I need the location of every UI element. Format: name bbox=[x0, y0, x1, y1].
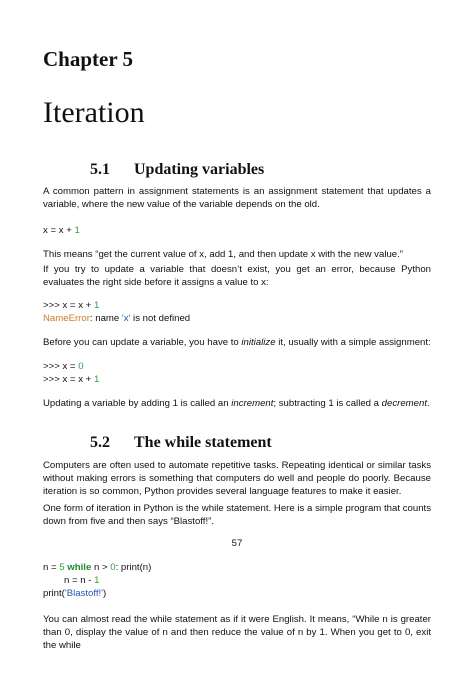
code-number: 1 bbox=[74, 225, 80, 236]
paragraph: If you try to update a variable that doesn’t exist, you get an error, because Python evaluates the right side before it assigns a value to x: bbox=[43, 264, 431, 288]
text: . bbox=[427, 398, 430, 409]
code-line bbox=[64, 574, 99, 587]
code-line bbox=[43, 561, 151, 574]
code-number: 0 bbox=[110, 562, 116, 573]
text: Updating a variable by adding 1 is called an bbox=[43, 398, 232, 409]
section-title: The while statement bbox=[134, 434, 272, 451]
section-number: 5.2 bbox=[90, 434, 110, 451]
code-number: 1 bbox=[93, 300, 100, 311]
emphasis: initialize bbox=[241, 337, 276, 348]
code-text: n = n - bbox=[64, 575, 95, 586]
paragraph bbox=[43, 397, 431, 410]
code-text: print( bbox=[43, 588, 65, 599]
code-line bbox=[43, 224, 80, 237]
emphasis: decrement bbox=[381, 398, 427, 409]
code-number: 0 bbox=[78, 361, 84, 372]
code-text: >>> x = x + bbox=[43, 374, 94, 385]
paragraph: Computers are often used to automate repetitive tasks. Repeating identical or similar tasks without making errors is something that computers do well and people do poorly. Because iteration is so common, Python provides several language features to make it easier. bbox=[43, 460, 431, 497]
code-line bbox=[43, 312, 190, 325]
code-text: : name bbox=[89, 313, 122, 324]
code-number: 1 bbox=[93, 374, 100, 385]
code-text: is not defined bbox=[130, 313, 191, 324]
code-string: 'x' bbox=[121, 313, 131, 324]
text: it, usually with a simple assignment: bbox=[275, 337, 431, 348]
page-number: 57 bbox=[231, 538, 243, 549]
paragraph: This means “get the current value of x, add 1, and then update x with the new value.” bbox=[43, 249, 403, 260]
code-text: >>> x = x + bbox=[43, 300, 94, 311]
code-text: : print(n) bbox=[115, 562, 152, 573]
paragraph: A common pattern in assignment statements is an assignment statement that updates a variable, where the new value of the variable depends on the old. bbox=[43, 186, 431, 210]
code-line bbox=[43, 299, 99, 312]
chapter-label: Chapter 5 bbox=[43, 47, 134, 71]
code-text: ) bbox=[103, 588, 107, 599]
code-text: n > bbox=[93, 562, 111, 573]
code-line bbox=[43, 360, 84, 373]
chapter-title: Iteration bbox=[43, 96, 145, 129]
text: Before you can update a variable, you have to bbox=[43, 337, 242, 348]
code-text: n = bbox=[43, 562, 60, 573]
paragraph: One form of iteration in Python is the while statement. Here is a simple program that counts down from five and then says “Blastoff!”. bbox=[43, 503, 431, 527]
code-number: 5 bbox=[59, 562, 65, 573]
code-string: 'Blastoff!' bbox=[64, 588, 104, 599]
code-text: x = x + bbox=[43, 225, 75, 236]
section-title: Updating variables bbox=[134, 161, 265, 178]
code-line bbox=[43, 587, 106, 600]
section-number: 5.1 bbox=[90, 161, 110, 178]
code-number: 1 bbox=[94, 575, 100, 586]
code-text: >>> x = bbox=[43, 361, 79, 372]
error-name: NameError bbox=[43, 313, 90, 324]
text: ; subtracting 1 is called a bbox=[273, 398, 382, 409]
paragraph: You can almost read the while statement as if it were English. It means, “While n is greater than 0, display the value of n and then reduce the value of n by 1. When you get to 0, exit the while bbox=[43, 614, 431, 651]
paragraph bbox=[43, 336, 431, 349]
emphasis: increment bbox=[231, 398, 274, 409]
code-line bbox=[43, 373, 99, 386]
code-keyword: while bbox=[64, 562, 94, 573]
